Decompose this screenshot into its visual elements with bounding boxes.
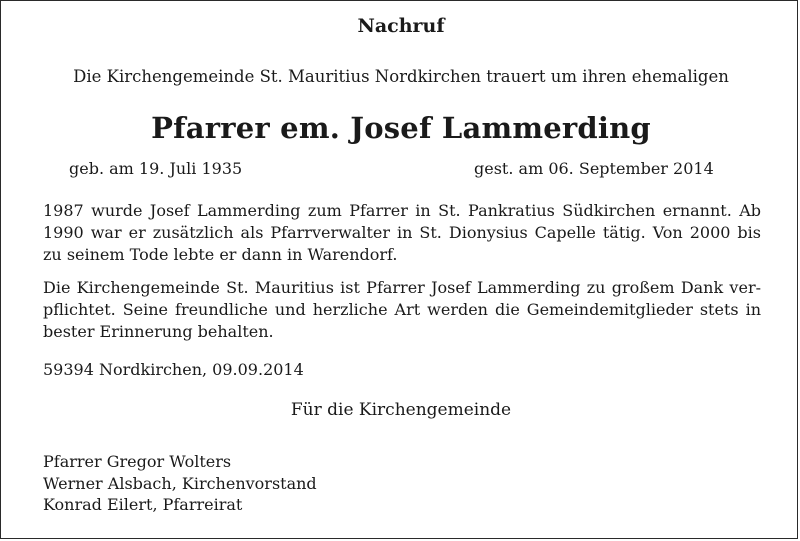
signatory: Werner Alsbach, Kirchenvorstand <box>43 473 317 493</box>
gratitude-line: pflichtet. Seine freundliche und herzliche Art werden die Gemeindemitglieder stets in <box>43 300 761 319</box>
gratitude-line: bester Erinnerung behalten. <box>43 322 274 341</box>
notice-heading: Nachruf <box>357 15 445 37</box>
gratitude-paragraph <box>43 277 761 343</box>
biography-line: 1990 war er zusätzlich als Pfarrverwalter in St. Dionysius Capelle tätig. Von 2000 bis <box>43 223 761 242</box>
deceased-name: Pfarrer em. Josef Lammerding <box>151 111 651 145</box>
place-and-date: 59394 Nordkirchen, 09.09.2014 <box>43 360 304 379</box>
on-behalf-line: Für die Kirchengemeinde <box>290 400 512 420</box>
biography-line: zu seinem Tode lebte er dann in Warendorf. <box>43 245 398 264</box>
death-date: gest. am 06. September 2014 <box>474 159 714 178</box>
signatories <box>43 451 317 516</box>
signatory: Pfarrer Gregor Wolters <box>43 452 232 471</box>
birth-date: geb. am 19. Juli 1935 <box>69 159 243 178</box>
signatory: Konrad Eilert, Pfarreirat <box>43 495 243 514</box>
gratitude-line: Die Kirchengemeinde St. Mauritius ist Pfarrer Josef Lammerding zu großem Dank ver- <box>43 278 761 297</box>
intro-text: Die Kirchengemeinde St. Mauritius Nordkirchen trauert um ihren ehemaligen <box>73 67 729 86</box>
biography-paragraph <box>43 200 761 266</box>
biography-line: 1987 wurde Josef Lammerding zum Pfarrer in St. Pankratius Südkirchen ernannt. Ab <box>43 201 761 220</box>
